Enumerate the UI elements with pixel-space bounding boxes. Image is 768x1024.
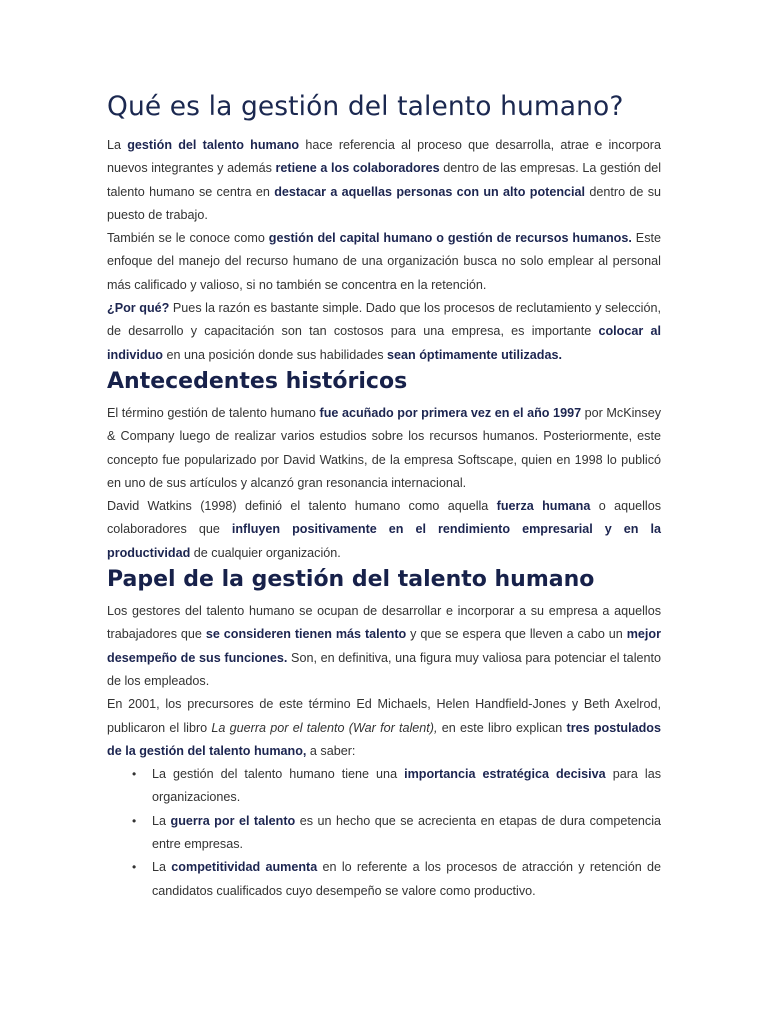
text-run: o aquellos colaboradores que [107,499,661,537]
text-run: La [152,860,172,875]
list-item [107,763,661,810]
bold-text: fuerza humana [496,499,591,514]
text-run: El término gestión de talento humano [107,405,320,420]
bold-text: ¿Por qué? [107,301,170,316]
paragraph [107,693,661,763]
paragraph [107,227,661,297]
list-item-text [152,814,661,851]
text-run: La [107,138,128,152]
bullet-list [107,763,661,903]
bold-text: colocar al individuo [107,324,661,362]
text-run: David Watkins (1998) definió el talento humano como aquella [107,499,497,514]
text-run: La gestión del talento humano tiene una [152,767,405,782]
text-run: en lo referente a los procesos de atracción y retención de candidatos cualificados cuyo desempeño se valore como productivo. [152,860,661,898]
text-run: a saber: [306,743,356,758]
italic-text: La guerra por el talento (War for talent), [211,720,438,735]
text-run: Pues la razón es bastante simple. Dado que los procesos de reclutamiento y selección, de desarrollo y capacitación son tan costosos para una empresa, es importante [107,301,661,339]
text-run: dentro de las empresas. La gestión del talento humano se centra en [107,161,661,199]
bold-text: tres postulados de la gestión del talento humano, [107,720,662,758]
list-item-text [152,860,661,897]
list-item [107,856,661,903]
bullet-icon: • [132,767,137,782]
bullet-icon: • [132,813,137,828]
bullet-icon: • [132,860,137,875]
paragraph [107,495,661,565]
text-run: Este enfoque del manejo del recurso humano de una organización busca no solo emplear al personal más calificado y valioso, si no también se concentra en la retención. [107,231,662,292]
bold-text: gestión del talento humano [127,138,300,152]
section-papel [107,566,661,903]
text-run: de cualquier organización. [190,545,341,560]
text-run: para las organizaciones. [152,767,661,805]
text-run: La [152,813,171,828]
bold-text: retiene a los colaboradores [275,161,440,176]
bold-text: importancia estratégica decisiva [404,767,606,782]
text-run: También se le conoce como [107,231,269,246]
bold-text: se consideren tienen más talento [205,627,407,642]
page-title: Qué es la gestión del talento humano? [107,91,624,122]
section-heading: Papel de la gestión del talento humano [107,567,595,593]
text-run: hace referencia al proceso que desarrolla, atrae e incorpora nuevos integrantes y además [107,138,661,176]
bold-text: gestión del capital humano o gestión de recursos humanos. [268,231,632,246]
bold-text: influyen positivamente en el rendimiento empresarial y en la productividad [107,522,661,560]
bold-text: fue acuñado por primera vez en el año 1997 [319,405,582,420]
text-run: dentro de su puesto de trabajo. [107,184,661,222]
bold-text: mejor desempeño de sus funciones. [107,627,661,665]
list-item-text [152,767,661,804]
bold-text: sean óptimamente utilizadas. [387,347,562,362]
section-heading: Antecedentes históricos [107,368,408,394]
paragraph [107,402,661,495]
text-run: y que se espera que lleven a cabo un [406,627,627,642]
text-run: es un hecho que se acrecienta en etapas de dura competencia entre empresas. [152,813,662,852]
text-run: Los gestores del talento humano se ocupan de desarrollar e incorporar a su empresa a aquellos trabajadores que [107,604,661,642]
text-run: en este libro explican [437,720,567,735]
document-body [107,90,661,903]
paragraph [107,600,661,693]
bold-text: guerra por el talento [170,813,296,828]
text-run: En 2001, los precursores de este término Ed Michaels, Helen Handfield-Jones y Beth Axelrod, publicaron el libro [107,697,661,735]
list-item [107,810,661,857]
bold-text: destacar a aquellas personas con un alto potencial [274,184,586,199]
paragraph [107,134,661,227]
paragraph [107,297,661,367]
section-antecedentes [107,368,661,565]
text-run: en una posición donde sus habilidades [162,347,388,362]
text-run: Son, en definitiva, una figura muy valiosa para potenciar el talento de los empleados. [107,650,661,688]
intro-section [107,134,661,367]
text-run: por McKinsey & Company luego de realizar varios estudios sobre los recursos humanos. Posteriormente, este concepto fue popularizado por David Watkins, de la empresa Softscape, quien en 1998 lo publicó en uno de sus artículos y alcanzó gran resonancia internacional. [107,405,661,490]
bold-text: competitividad aumenta [171,860,318,875]
